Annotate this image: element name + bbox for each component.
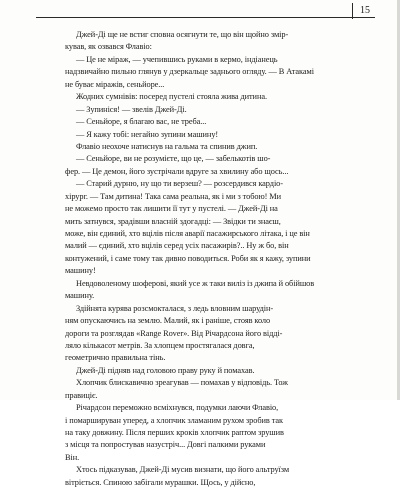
text-line: вітріється. Спиною забігали мурашки. Щось, у дійсно, <box>65 477 256 487</box>
text-line: — Сеньйоре, я благаю вас, не треба... <box>76 117 207 127</box>
text-line: мить затнувся, зрадівши власній здогадці: — Звідки ти знаєш, <box>65 216 281 226</box>
text-line: машину. <box>65 291 95 301</box>
text-line: правиціє. <box>65 390 98 400</box>
header-rule <box>36 17 375 18</box>
text-line: на таку довжину. Після перших кроків хлопчик раптом зрушив <box>65 428 284 437</box>
text-line: дороги та розглядав «Range Rover». Від Річардсона його відді- <box>65 328 283 338</box>
text-line: ням опускаючись на землю. Малий, як і раніше, стояв коло <box>65 316 271 326</box>
text-line: Невдоволеному шоферові, який усе ж таки виліз із джипа й обійшов <box>76 278 315 288</box>
text-line: — Зупиніся! — звелів Джей-Ді. <box>76 104 187 114</box>
text-line: ляло кількасот метрів. За хлопцем простягалася довга, <box>65 340 255 350</box>
text-line: надзвичайно пильно глянув у дзеркальце заднього огляду. — В Атакамі <box>65 67 314 77</box>
text-line: Він. <box>65 452 80 462</box>
text-line: — Сеньйоре, ви не розумієте, що це, — забелькотів шо- <box>76 154 271 164</box>
page-number: 15 <box>352 3 377 19</box>
text-line: геометрично правильна тінь. <box>65 353 166 363</box>
text-line: Річардсон переможно всміхнувся, подумки лаючи Флавіо, <box>76 403 279 413</box>
text-line: Жодних сумнівів: посеред пустелі стояла жива дитина. <box>76 92 267 102</box>
text-line: Хтось підказував, Джей-Ді мусив визнати, що його альтруїзм <box>76 465 290 475</box>
text-line: Здійнята курява розсмокталася, з ледь вловним шарудін- <box>76 303 274 313</box>
text-line: — Старий дурню, ну що ти верзеш? — розсердився кардіо- <box>76 179 283 189</box>
text-line: хірург. — Там дитина! Така сама реальна, як і ми з тобою! Ми <box>65 191 281 201</box>
text-line: малий — єдиний, хто вцілів серед усіх пасажирів?.. Ну ж бо, він <box>65 241 289 251</box>
text-line: фер. — Це демон, його зустрічали вдруге за хвилину або щось... <box>65 166 289 176</box>
text-line: може, він єдиний, хто вцілів після аварії пасажирського літака, і це він <box>65 229 310 238</box>
text-line: — Я кажу тобі: негайно зупини машину! <box>76 129 219 139</box>
text-line: не буває міражів, сеньйоре... <box>65 79 165 89</box>
text-line: кував, як озвався Флавіо: <box>65 42 152 52</box>
body-text <box>65 29 377 489</box>
text-line: Хлопчик блискавично зреагував — помахав у відповідь. Тож <box>76 378 288 388</box>
text-line: контужений, і саме тому так дивно поводиться. Роби як я кажу, зупини <box>65 253 311 263</box>
text-line: і помаршируван уперед, а хлопчик зламаним рухом зробив так <box>65 415 283 425</box>
text-line: — Це не міраж, — учепившись руками в кермо, індіанець <box>76 54 278 64</box>
text-line: Джей-Ді ще не встиг сповна осягнути те, що він щойно змір- <box>76 30 289 39</box>
text-line: з місця та попростував назустріч... Довгі палкими руками <box>65 440 266 450</box>
text-line: не можемо просто так лишити її тут у пустелі. — Джей-Ді на <box>65 204 278 214</box>
text-line: машину! <box>65 266 96 276</box>
text-line: Флавіо неохоче натиснув на гальма та спинив джип. <box>76 141 258 151</box>
text-line: Джей-Ді підняв над головою праву руку й помахав. <box>76 365 255 375</box>
